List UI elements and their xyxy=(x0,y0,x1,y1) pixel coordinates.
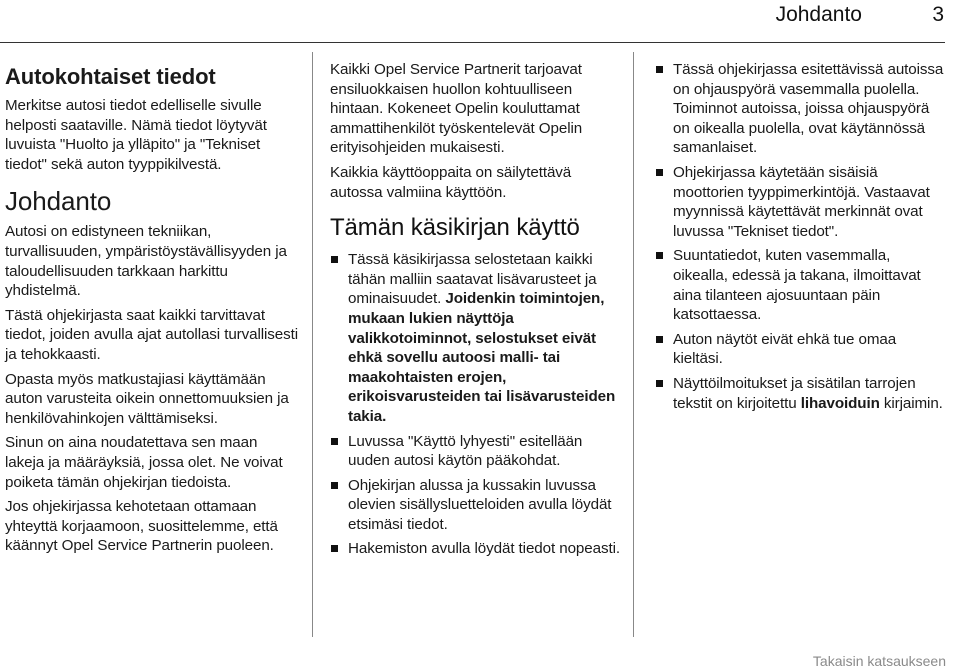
bullet-list xyxy=(655,60,947,413)
bullet-list xyxy=(330,250,620,559)
paragraph: Autosi on edistyneen tekniikan, turvallisuuden, ympäristöystävällisyyden ja taloudellisuuden tarkkaan harkittu yhdistelmä. xyxy=(5,223,287,300)
column-middle xyxy=(330,60,620,564)
list-item-text: Luvussa "Käyttö lyhyesti" esitellään uuden autosi käytön pääkohdat. xyxy=(348,432,583,470)
list-item-text: Ohjekirjan alussa ja kussakin luvussa olevien sisällysluetteloiden avulla löydät etsimäsi tiedot. xyxy=(348,476,612,533)
list-item xyxy=(655,163,947,241)
list-item-text: Tässä ohjekirjassa esitettävissä autoissa on ohjauspyörä vasemmalla puolella. Toiminnot autoissa, joissa ohjauspyörä on oikealla puolella, ovat käytännössä samanlaiset. xyxy=(673,61,944,157)
list-item-bold-text: lihavoiduin xyxy=(800,394,880,412)
column-left xyxy=(5,60,298,561)
list-item-text: Tässä käsikirjassa selostetaan kaikki tähän malliin saatavat lisävarusteet ja ominaisuudet. xyxy=(348,251,597,308)
paragraph: Kaikkia käyttöoppaita on säilytettävä autossa valmiina käyttöön. xyxy=(330,163,572,201)
square-bullet-icon xyxy=(331,482,338,489)
page-number: 3 xyxy=(932,3,944,26)
paragraph: Sinun on aina noudatettava sen maan lakeja ja määräyksiä, jossa olet. Ne voivat poiketa tämän ohjekirjan tiedoista. xyxy=(5,434,283,491)
column-right xyxy=(655,60,947,418)
list-item xyxy=(330,432,620,471)
paragraph: Jos ohjekirjassa kehotetaan ottamaan yhteyttä korjaamoon, suosittelemme, että käännyt Opel Service Partnerin puoleen. xyxy=(5,498,278,555)
header-divider xyxy=(0,42,945,43)
list-item-text: Ohjekirjassa käytetään sisäisiä moottorien tyyppimerkintöjä. Vastaavat myynnissä käytettävät merkinnät ovat luvussa "Tekniset tiedot". xyxy=(673,163,930,240)
list-item xyxy=(330,250,620,426)
list-item xyxy=(330,476,620,535)
square-bullet-icon xyxy=(331,256,338,263)
list-item xyxy=(330,539,620,559)
square-bullet-icon xyxy=(656,380,663,387)
list-item-text: Suuntatiedot, kuten vasemmalla, oikealla, edessä ja takana, ilmoittavat aina tilanteen ajosuuntaan päin katsottaessa. xyxy=(673,247,921,324)
list-item-text: Hakemiston avulla löydät tiedot nopeasti. xyxy=(348,540,620,558)
square-bullet-icon xyxy=(656,66,663,73)
list-item xyxy=(655,374,947,413)
list-item xyxy=(655,330,947,369)
list-item xyxy=(655,246,947,324)
list-item-text: Auton näytöt eivät ehkä tue omaa kieltäsi. xyxy=(673,330,897,368)
list-item-text-end: kirjaimin. xyxy=(883,394,943,412)
square-bullet-icon xyxy=(656,336,663,343)
section-heading-vehicle-data: Autokohtaiset tiedot xyxy=(5,64,216,89)
section-heading-using-manual: Tämän käsikirjan käyttö xyxy=(330,214,580,242)
section-heading-introduction: Johdanto xyxy=(5,186,112,217)
list-item xyxy=(655,60,947,158)
square-bullet-icon xyxy=(331,438,338,445)
paragraph: Kaikki Opel Service Partnerit tarjoavat ensiluokkaisen huollon kohtuulliseen hintaan. Kokeneet Opelin kouluttamat ammattihenkilöt työskentelevät Opelin erityisohjeiden mukaisesti. xyxy=(330,61,583,157)
list-item-bold-text: Joidenkin toimintojen, mukaan lukien näyttöja valikkotoiminnot, selostukset eivät ehkä sovellu autoosi malli- tai maakohtaisten erojen, erikoisvarusteiden tai lisävarusteiden takia. xyxy=(348,290,616,425)
paragraph: Tästä ohjekirjasta saat kaikki tarvittavat tiedot, joiden avulla ajat autollasi turvallisesti ja tehokkaasti. xyxy=(5,306,299,363)
back-to-overview-link[interactable]: Takaisin katsaukseen xyxy=(812,653,946,669)
chapter-title: Johdanto xyxy=(775,3,862,26)
square-bullet-icon xyxy=(656,252,663,259)
paragraph: Opasta myös matkustajiasi käyttämään auton varusteita oikein onnettomuuksien ja henkilövahinkojen välttämiseksi. xyxy=(5,370,289,427)
square-bullet-icon xyxy=(656,169,663,176)
paragraph: Merkitse autosi tiedot edelliselle sivulle helposti saataville. Nämä tiedot löytyvät luvuista "Huolto ja ylläpito" ja "Tekniset tiedot" sekä auton tyyppikilvestä. xyxy=(5,97,267,173)
column-divider-1 xyxy=(312,52,313,637)
list-item-text: Näyttöilmoitukset ja sisätilan tarrojen tekstit on kirjoitettu xyxy=(673,374,916,412)
square-bullet-icon xyxy=(331,545,338,552)
column-divider-2 xyxy=(633,52,634,637)
